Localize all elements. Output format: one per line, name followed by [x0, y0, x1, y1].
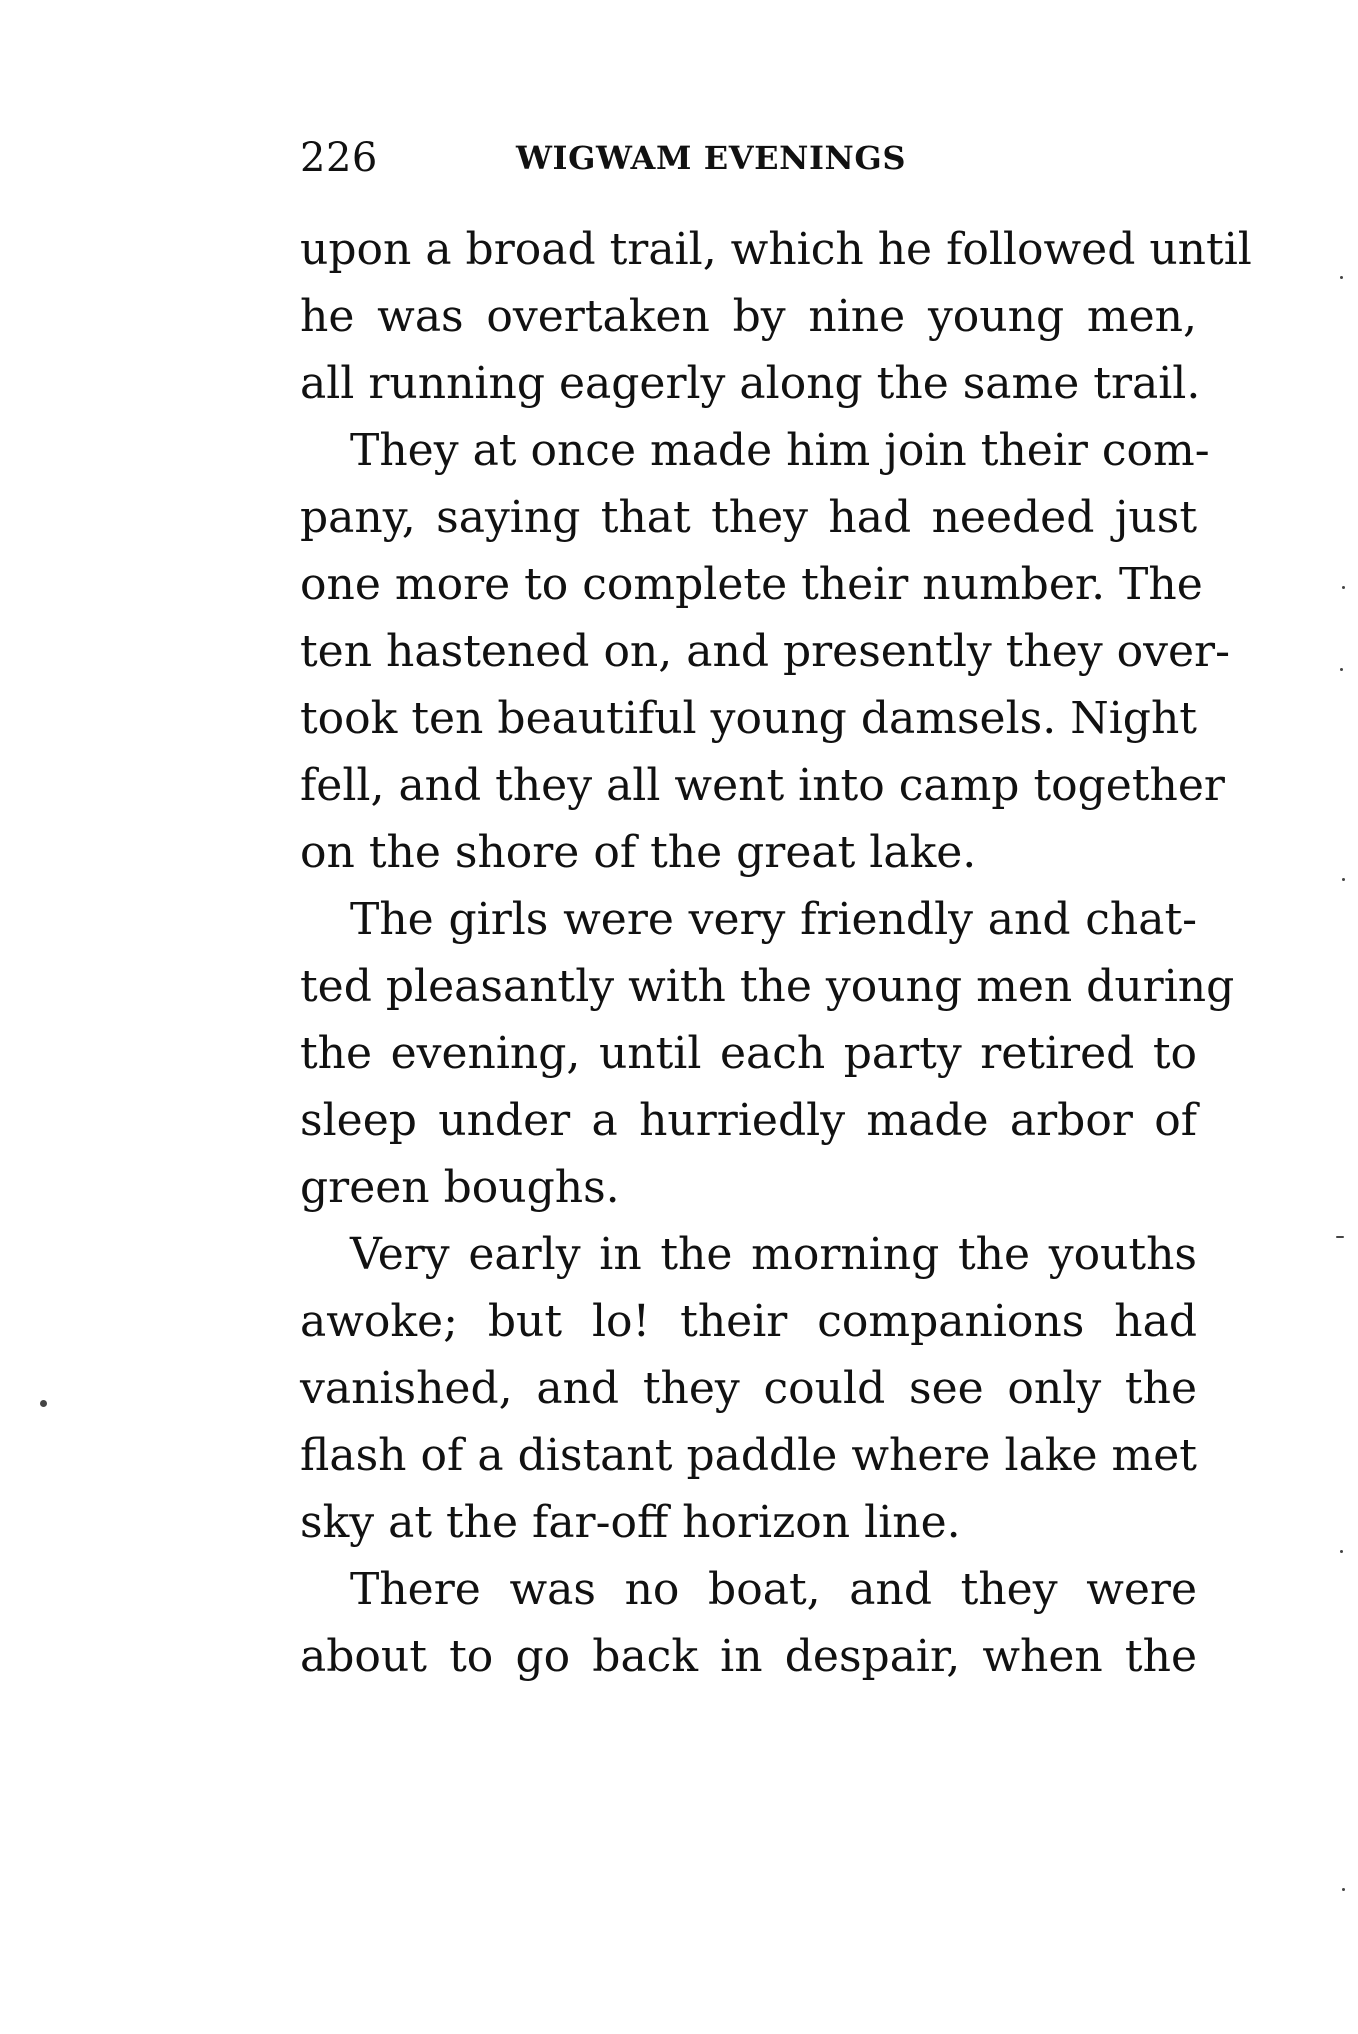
paragraph-first-line: There was no boat, and they were	[350, 1564, 1197, 1615]
scan-speck	[1342, 1888, 1345, 1891]
text-line: upon a broad trail, which he followed until	[300, 224, 1252, 275]
scan-speck	[1336, 1236, 1344, 1238]
text-line: ted pleasantly with the young men during	[300, 961, 1235, 1012]
running-title: WIGWAM EVENINGS	[516, 139, 907, 177]
scan-speck	[1340, 668, 1343, 671]
text-line: on the shore of the great lake.	[300, 827, 977, 878]
text-line: about to go back in despair, when the	[300, 1631, 1197, 1682]
scan-speck	[1342, 878, 1345, 881]
text-line: vanished, and they could see only the	[300, 1363, 1197, 1414]
scan-speck	[1342, 586, 1345, 589]
text-line: took ten beautiful young damsels. Night	[300, 693, 1197, 744]
text-line: green boughs.	[300, 1162, 620, 1213]
scan-speck	[1340, 276, 1343, 279]
text-line: the evening, until each party retired to	[300, 1028, 1197, 1079]
text-line: sky at the far-off horizon line.	[300, 1497, 961, 1548]
text-line: flash of a distant paddle where lake met	[300, 1430, 1197, 1481]
text-line: ten hastened on, and presently they over-	[300, 626, 1230, 677]
text-line: all running eagerly along the same trail.	[300, 358, 1201, 409]
text-line: fell, and they all went into camp together	[300, 760, 1225, 811]
paragraph-first-line: The girls were very friendly and chat-	[350, 894, 1197, 945]
body-text	[300, 216, 1252, 1690]
text-line: pany, saying that they had needed just	[300, 492, 1197, 543]
paragraph-first-line: Very early in the morning the youths	[350, 1229, 1197, 1280]
page-number: 226	[300, 135, 378, 181]
text-line: sleep under a hurriedly made arbor of	[300, 1095, 1197, 1146]
text-line: one more to complete their number. The	[300, 559, 1203, 610]
scan-speck	[1340, 1550, 1343, 1553]
running-head	[300, 132, 1200, 184]
text-line: awoke; but lo! their companions had	[300, 1296, 1197, 1347]
scan-speck	[40, 1400, 47, 1407]
paragraph-first-line: They at once made him join their com-	[350, 425, 1210, 476]
text-line: he was overtaken by nine young men,	[300, 291, 1197, 342]
